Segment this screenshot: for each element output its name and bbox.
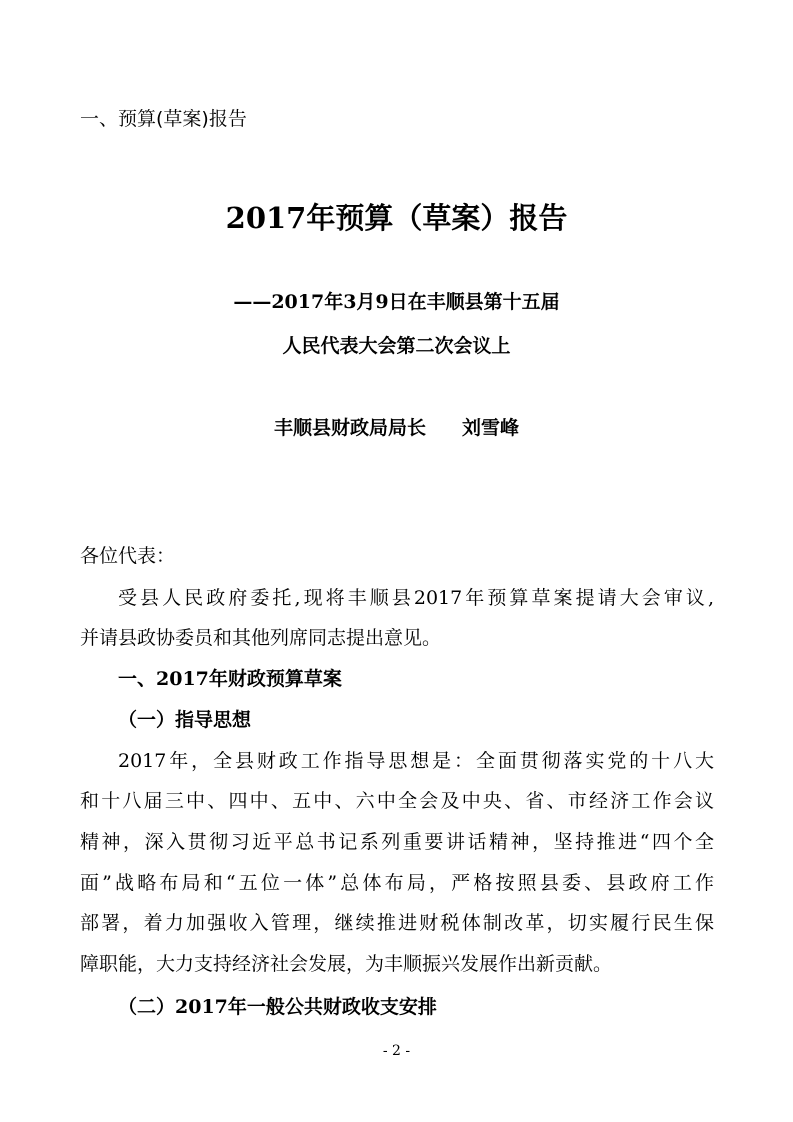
section-label: 一、预算(草案)报告 xyxy=(80,108,247,130)
author-line xyxy=(0,413,793,440)
salutation: 各位代表： xyxy=(80,545,176,567)
page-number: - 2 - xyxy=(382,1043,411,1059)
guiding-line-6: 障职能，大力支持经济社会发展，为丰顺振兴发展作出新贡献。 xyxy=(80,953,613,975)
author-name: 刘雪峰 xyxy=(462,417,520,439)
author-position: 丰顺县财政局局长 xyxy=(273,417,426,439)
heading-budget-draft: 一、2017年财政预算草案 xyxy=(118,668,342,690)
heading-guiding-thought: （一）指导思想 xyxy=(118,709,252,731)
guiding-line-5: 部署，着力加强收入管理，继续推进财税体制改革，切实履行民生保 xyxy=(80,912,714,934)
guiding-line-2: 和十八届三中、四中、五中、六中全会及中央、省、市经济工作会议 xyxy=(80,790,714,812)
subtitle-line-1: ——2017年3月9日在丰顺县第十五届 xyxy=(233,291,560,313)
document-title: 2017年预算（草案）报告 xyxy=(225,201,568,235)
intro-line-2: 并请县政协委员和其他列席同志提出意见。 xyxy=(80,627,442,649)
guiding-line-1: 2017年，全县财政工作指导思想是：全面贯彻落实党的十八大 xyxy=(118,750,714,772)
intro-line-1: 受县人民政府委托,现将丰顺县2017年预算草案提请大会审议, xyxy=(118,587,714,609)
guiding-line-4: 面”战略布局和“五位一体”总体布局，严格按照县委、县政府工作 xyxy=(80,872,714,894)
heading-public-finance: （二）2017年一般公共财政收支安排 xyxy=(118,996,437,1018)
subtitle-line-2: 人民代表大会第二次会议上 xyxy=(282,335,511,357)
guiding-line-3: 精神，深入贯彻习近平总书记系列重要讲话精神，坚持推进“四个全 xyxy=(80,831,714,853)
